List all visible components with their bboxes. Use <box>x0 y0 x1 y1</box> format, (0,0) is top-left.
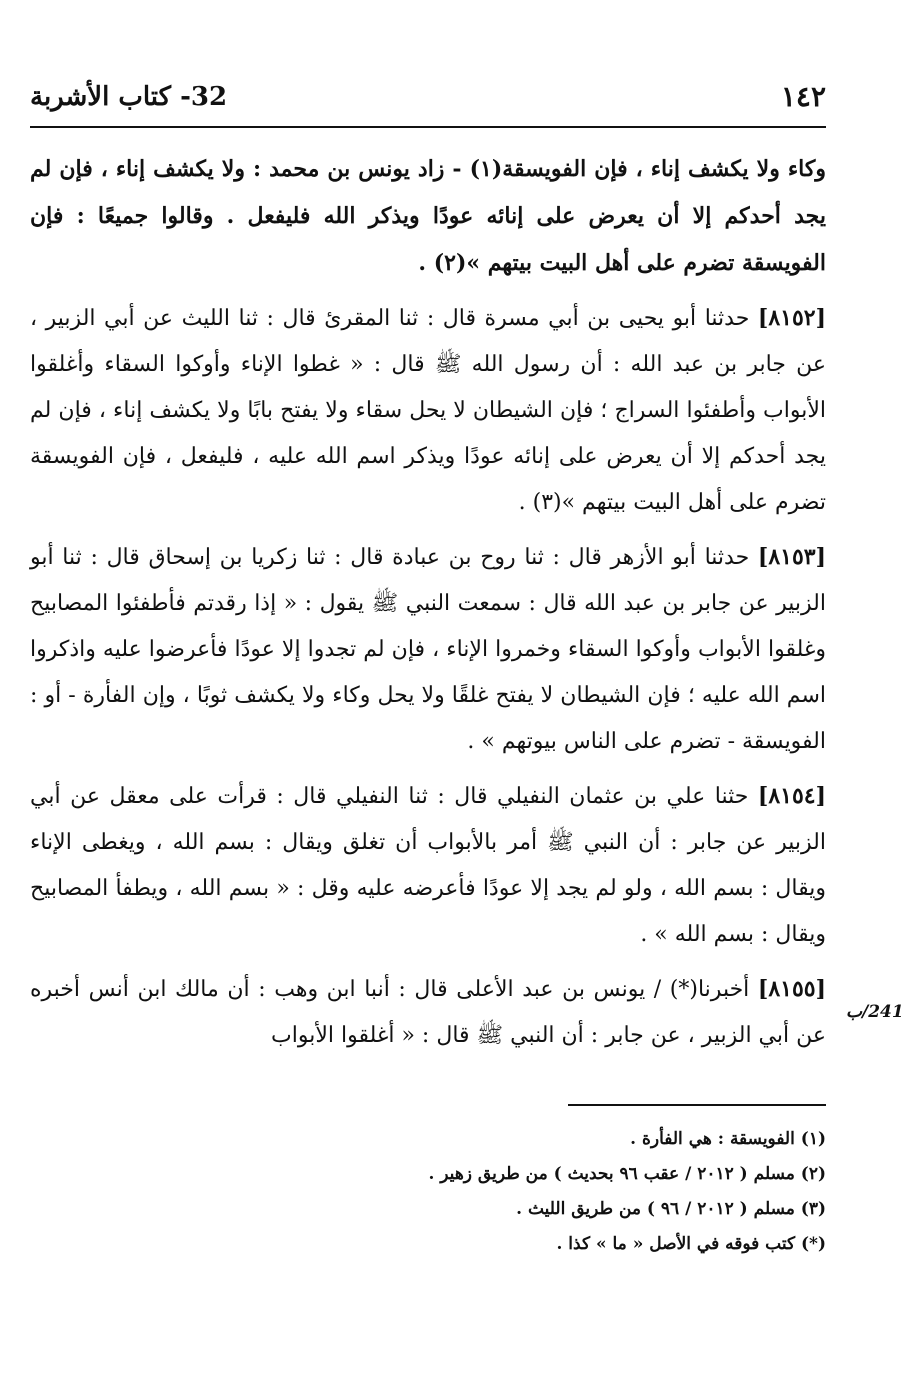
paragraph-text: حدثنا أبو الأزهر قال : ثنا روح بن عبادة قال : ثنا زكريا بن إسحاق قال : ثنا أبو الزبير عن جابر بن عبد الله قال : سمعت النبي ﷺ يقول : « إذا رقدتم فأطفئوا المصابيح وغلقوا الأبواب وأوكوا السقاء وخمروا الإناء ، فإن لم تجدوا إلا عودًا فأعرضوا عليه واذكروا اسم الله عليه ؛ فإن الشيطان لا يفتح غلقًا ولا يحل وكاء ولا يكشف ثوبًا ، وإن الفأرة - أو : الفويسقة - تضرم على الناس بيوتهم » . <box>30 545 826 754</box>
hadith-8153 <box>30 534 826 765</box>
hadith-number: [٨١٥٢] <box>757 305 826 331</box>
paragraph-text: حدثنا أبو يحيى بن أبي مسرة قال : ثنا المقرئ قال : ثنا الليث عن أبي الزبير ، عن جابر بن عبد الله : أن رسول الله ﷺ قال : « غطوا الإناء وأوكوا السقاء وأغلقوا الأبواب وأطفئوا السراج ؛ فإن الشيطان لا يحل سقاء ولا يفتح بابًا ولا يكشف إناء ، فإن لم يجد أحدكم إلا أن يعرض على إنائه عودًا ويذكر اسم الله عليه ، فليفعل ، فإن الفويسقة تضرم على أهل البيت بيتهم »(٣) . <box>30 306 826 515</box>
hadith-8155 <box>30 966 826 1059</box>
hadith-number: [٨١٥٥] <box>757 976 826 1002</box>
main-text <box>30 146 826 1067</box>
header-divider <box>30 126 826 128</box>
footnote-item: (١) الفويسقة : هي الفأرة . <box>630 1129 826 1149</box>
page-header <box>30 78 826 122</box>
chapter-title: 32- كتاب الأشربة <box>30 82 228 112</box>
page-number: ١٤٢ <box>780 80 826 113</box>
footnote-item: (٣) مسلم ( ٢٠١٢ / ٩٦ ) من طريق الليث . <box>516 1199 826 1219</box>
footnotes <box>30 1122 826 1262</box>
hadith-number: [٨١٥٣] <box>757 544 826 570</box>
footnote-item: (*) كتب فوقه في الأصل « ما » كذا . <box>556 1234 826 1254</box>
hadith-8154 <box>30 773 826 958</box>
hadith-8152 <box>30 295 826 526</box>
hadith-number: [٨١٥٤] <box>757 783 826 809</box>
footnote-divider <box>568 1104 826 1106</box>
paragraph-text: وكاء ولا يكشف إناء ، فإن الفويسقة(١) - زاد يونس بن محمد : ولا يكشف إناء ، فإن لم يجد أحدكم إلا أن يعرض على إنائه عودًا ويذكر الله فليفعل . وقالوا جميعًا : فإن الفويسقة تضرم على أهل البيت بيتهم »(٢) . <box>30 156 826 276</box>
paragraph-text: حثنا علي بن عثمان النفيلي قال : ثنا النفيلي قال : قرأت على معقل عن أبي الزبير عن جابر : أن النبي ﷺ أمر بالأبواب أن تغلق ويقال : بسم الله ، ويغطى الإناء ويقال : بسم الله ، ولو لم يجد إلا عودًا فأعرضه عليه وقل : « بسم الله ، ويطفأ المصابيح ويقال : بسم الله » . <box>30 784 826 947</box>
manuscript-folio-note: 241/ب <box>846 1002 904 1022</box>
paragraph-text: أخبرنا(*) / يونس بن عبد الأعلى قال : أنبا ابن وهب : أن مالك ابن أنس أخبره عن أبي الزبير ، عن جابر : أن النبي ﷺ قال : « أغلقوا الأبواب <box>30 977 826 1048</box>
footnote-item: (٢) مسلم ( ٢٠١٢ / عقب ٩٦ بحديث ) من طريق زهير . <box>428 1164 826 1184</box>
paragraph-continuation <box>30 146 826 287</box>
